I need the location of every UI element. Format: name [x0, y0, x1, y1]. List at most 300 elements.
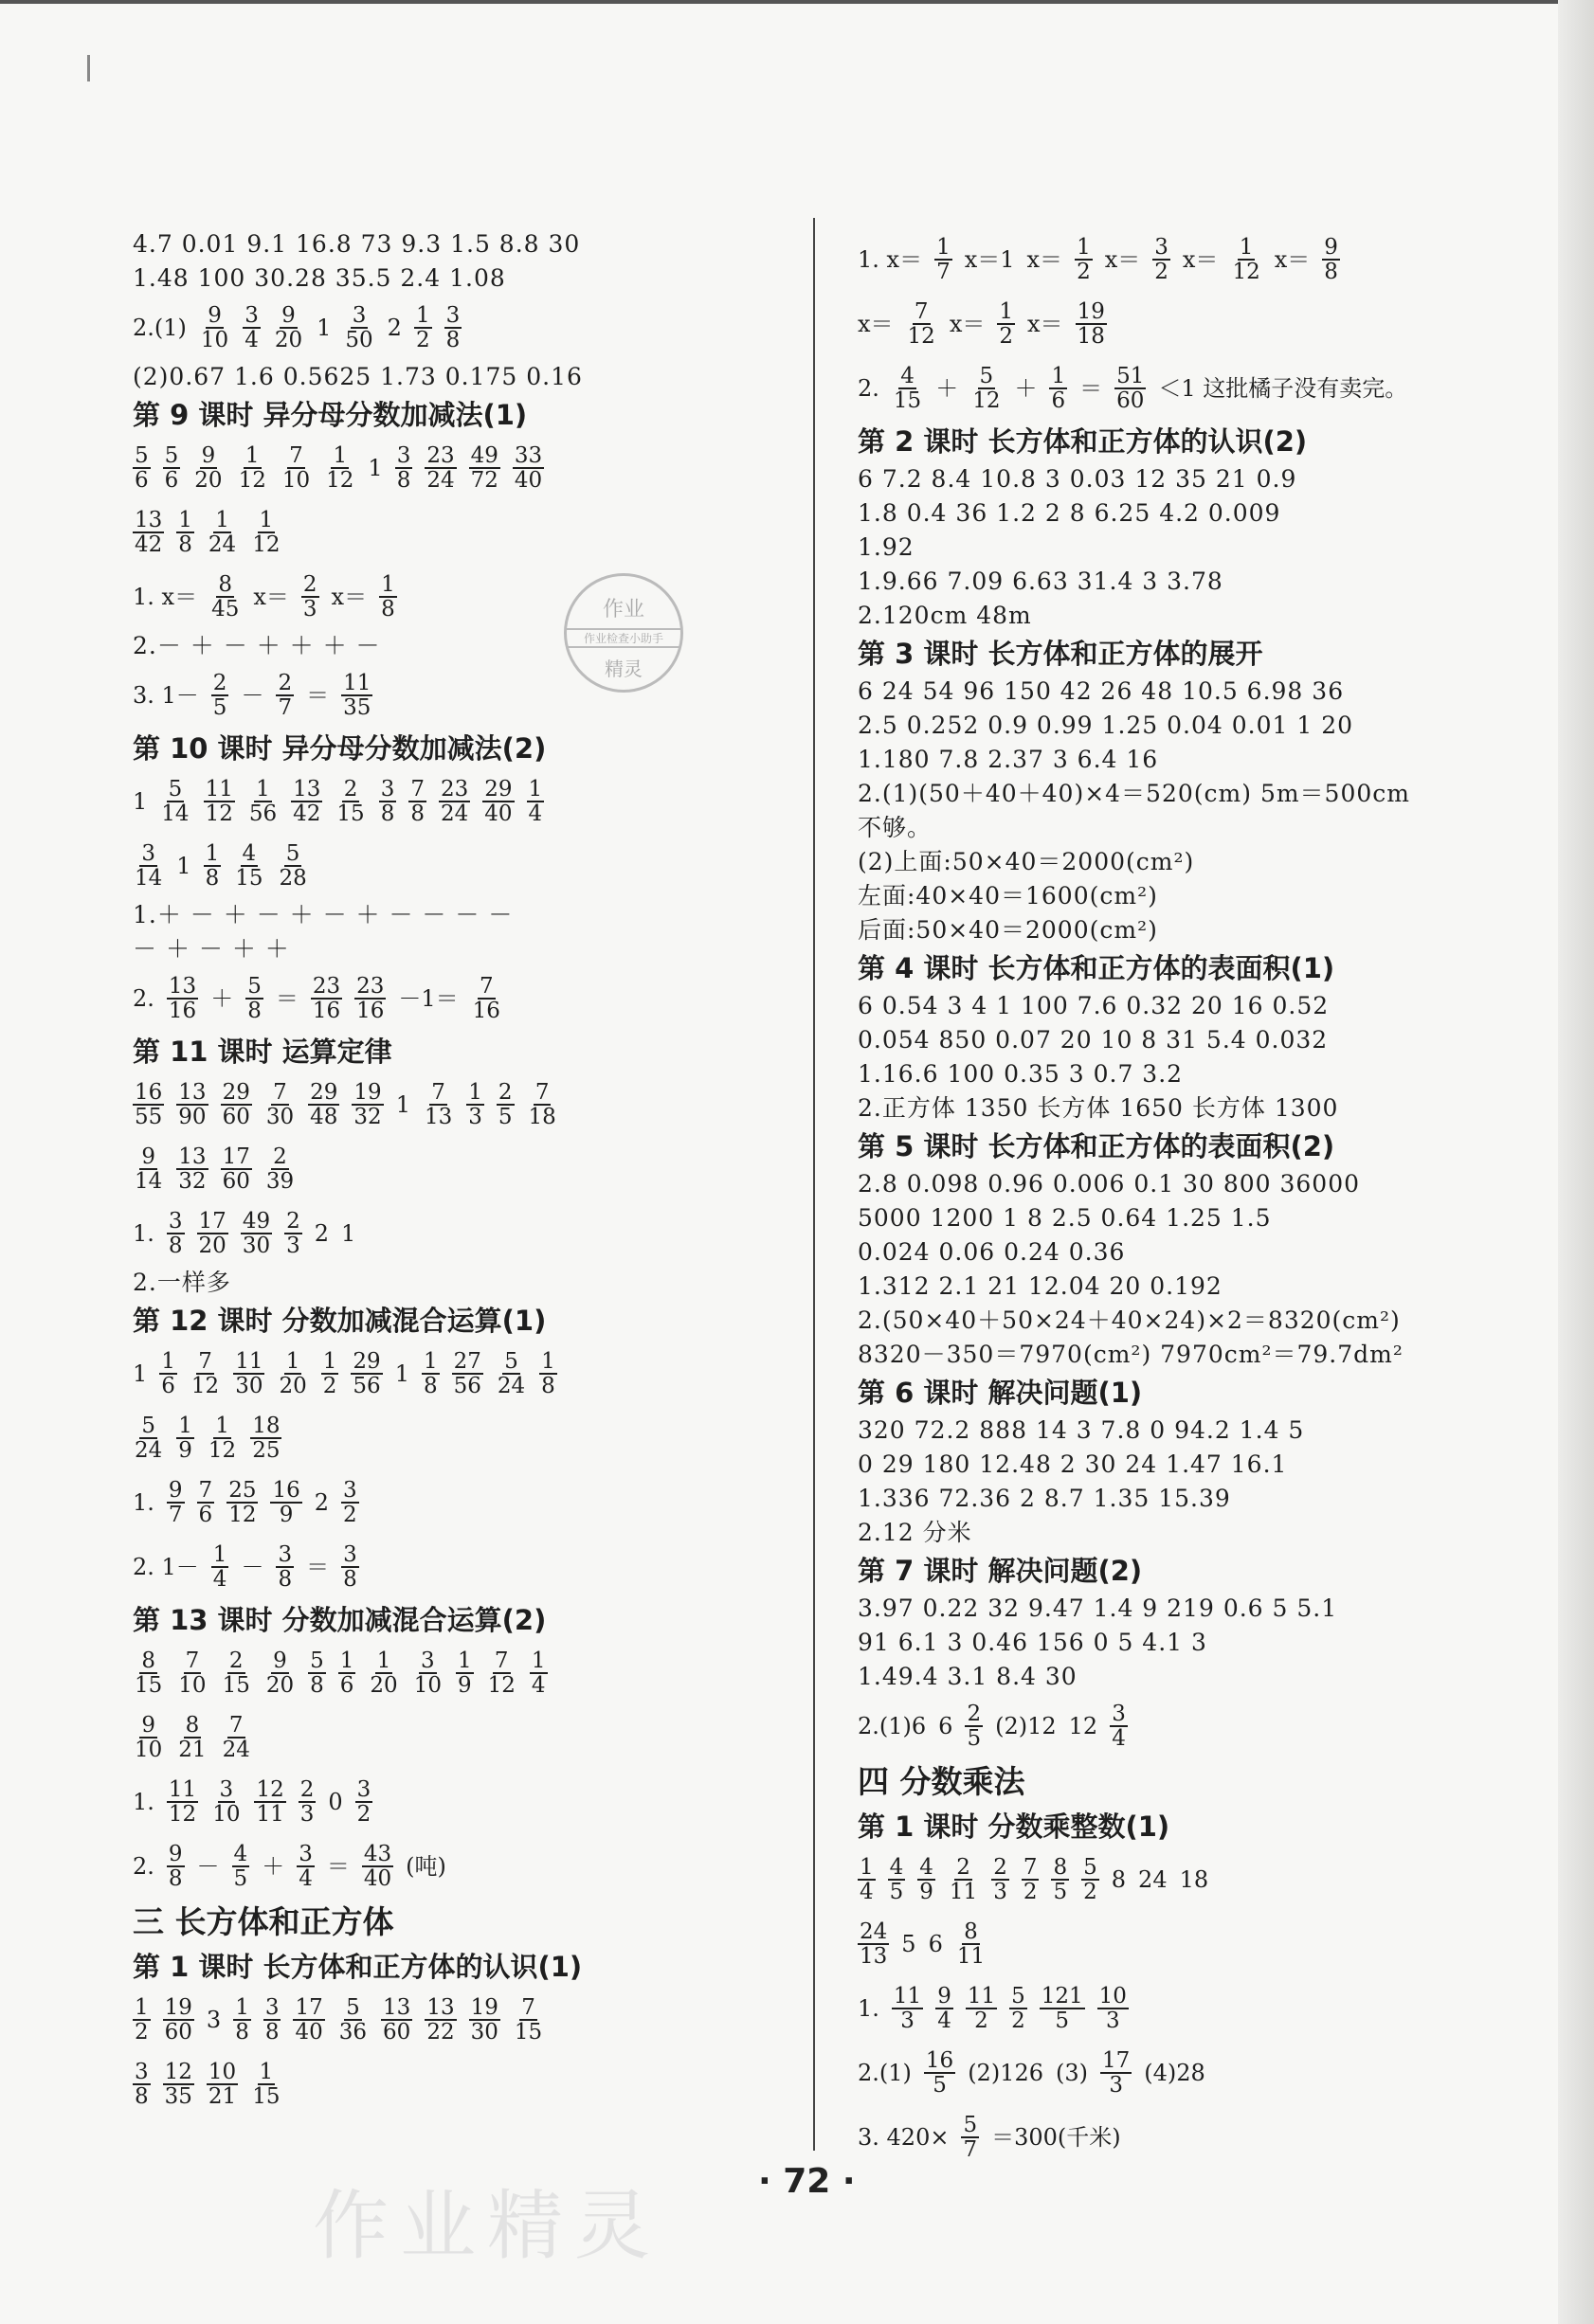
- denominator: 56: [248, 802, 278, 826]
- numerator: 2: [273, 1144, 287, 1169]
- fraction: [354, 975, 386, 1022]
- fraction: [270, 1479, 301, 1526]
- numerator: 23: [426, 442, 455, 468]
- numerator: 5: [310, 1648, 324, 1673]
- fraction: [335, 778, 366, 825]
- denominator: 12: [228, 1503, 257, 1527]
- fraction: [422, 1350, 440, 1397]
- fraction: [207, 509, 238, 556]
- fraction: [209, 573, 241, 621]
- fraction: [293, 1996, 324, 2044]
- fraction-row: [133, 296, 796, 360]
- fraction: [934, 236, 952, 283]
- fraction: [414, 304, 432, 351]
- numerator: 13: [383, 1994, 411, 2020]
- answer-token: ＜1 这批橘子没有卖完。: [1158, 375, 1408, 402]
- numerator: 2: [212, 670, 227, 695]
- denominator: 90: [178, 1105, 207, 1129]
- denominator: 12: [238, 468, 266, 493]
- fraction: [539, 1350, 557, 1397]
- fraction: [176, 1145, 208, 1193]
- answer-token: 1: [317, 315, 332, 341]
- fraction: [159, 1350, 177, 1397]
- denominator: 8: [410, 802, 425, 826]
- numerator: 43: [363, 1841, 392, 1866]
- denominator: 16: [356, 999, 385, 1023]
- denominator: 8: [310, 1673, 324, 1698]
- numerator: 5: [504, 1348, 518, 1374]
- answer-token: x＝: [1027, 311, 1063, 337]
- fraction: [308, 1081, 339, 1128]
- section-heading: 四 分数乘法: [858, 1763, 1025, 1800]
- fraction: [395, 444, 413, 492]
- fraction: [207, 1414, 238, 1462]
- fraction: [425, 444, 456, 492]
- fraction: [243, 304, 261, 351]
- denominator: 48: [310, 1105, 338, 1129]
- numerator: 1: [285, 1348, 300, 1374]
- fraction: [264, 1081, 296, 1128]
- answer-token: (4)28: [1144, 2060, 1205, 2086]
- numerator: 17: [222, 1144, 250, 1169]
- denominator: 3: [286, 1234, 300, 1258]
- fraction-row: [133, 1342, 796, 1406]
- fraction: [207, 2061, 238, 2108]
- fraction: [277, 1350, 308, 1397]
- fraction: [1081, 1856, 1099, 1903]
- fraction: [1075, 236, 1093, 283]
- answer-token: 1: [368, 455, 383, 481]
- numerator: 3: [356, 1776, 371, 1802]
- numerator: 1: [256, 776, 270, 802]
- answer-token: 1: [176, 853, 191, 879]
- denominator: 22: [426, 2020, 455, 2045]
- denominator: 4: [245, 328, 259, 352]
- numerator: 12: [164, 2059, 192, 2084]
- numerator: 19: [470, 1994, 498, 2020]
- answer-token: 2.(1): [133, 315, 187, 341]
- denominator: 10: [135, 1738, 163, 1762]
- numerator: 5: [979, 363, 994, 388]
- section-heading: 第 1 课时 长方体和正方体的认识(1): [133, 1951, 583, 1983]
- numerator: 3: [135, 2059, 149, 2084]
- numerator: 5: [135, 442, 149, 468]
- fraction: [167, 1843, 185, 1890]
- answer-line: 2.(1)(50＋40＋40)×4＝520(cm) 5m＝500cm: [858, 780, 1410, 807]
- fraction: [1097, 1985, 1129, 2032]
- fraction-row: [858, 227, 1521, 292]
- margin-mark: [87, 55, 90, 81]
- fraction: [176, 1649, 208, 1697]
- numerator: 1: [999, 298, 1014, 324]
- denominator: 5: [889, 1880, 904, 1904]
- answer-line: 不够。: [858, 814, 933, 841]
- numerator: 4: [233, 1841, 248, 1866]
- numerator: 7: [198, 1477, 213, 1503]
- fraction-row: [133, 1770, 796, 1834]
- denominator: 56: [353, 1374, 381, 1398]
- answer-token: 2.(1): [858, 2060, 912, 2086]
- numerator: 4: [919, 1854, 933, 1880]
- numerator: 18: [252, 1413, 281, 1438]
- denominator: 3: [1109, 2073, 1123, 2098]
- denominator: 8: [343, 1567, 357, 1592]
- numerator: 1: [376, 1648, 391, 1673]
- answer-token: －: [241, 682, 264, 709]
- fraction: [513, 444, 544, 492]
- numerator: 7: [1023, 1854, 1038, 1880]
- answer-token: 1. x＝: [133, 584, 198, 610]
- answer-line: 0.024 0.06 0.24 0.36: [858, 1238, 1126, 1266]
- numerator: 17: [1102, 2047, 1131, 2073]
- denominator: 40: [363, 1866, 392, 1891]
- answer-line: 1.16.6 100 0.35 3 0.7 3.2: [858, 1060, 1184, 1088]
- fraction-row: [133, 2052, 796, 2117]
- fraction-row: [858, 1694, 1521, 1758]
- numerator: 8: [1053, 1854, 1068, 1880]
- section-heading: 第 3 课时 长方体和正方体的展开: [858, 638, 1263, 670]
- denominator: 24: [440, 802, 469, 826]
- numerator: 29: [222, 1079, 250, 1105]
- fraction: [888, 1856, 906, 1903]
- numerator: 3: [352, 302, 367, 328]
- denominator: 11: [949, 1880, 978, 1904]
- fraction: [133, 1414, 164, 1462]
- answer-line: 1.336 72.36 2 8.7 1.35 15.39: [858, 1485, 1231, 1512]
- answer-token: ＋: [210, 985, 234, 1012]
- section-heading: 第 6 课时 解决问题(1): [858, 1377, 1143, 1409]
- numerator: 13: [178, 1144, 207, 1169]
- fraction: [1114, 365, 1146, 412]
- answer-line: 4.7 0.01 9.1 16.8 73 9.3 1.5 8.8 30: [133, 230, 581, 258]
- numerator: 7: [198, 1348, 212, 1374]
- numerator: 2: [302, 571, 317, 597]
- fraction: [167, 1479, 185, 1526]
- denominator: 24: [222, 1738, 250, 1762]
- numerator: 5: [141, 1413, 155, 1438]
- numerator: 7: [494, 1648, 509, 1673]
- fraction: [133, 1145, 164, 1193]
- fraction: [321, 1350, 339, 1397]
- answer-line: 0.054 850 0.07 20 10 8 31 5.4 0.032: [858, 1026, 1329, 1054]
- denominator: 7: [168, 1503, 183, 1527]
- fraction: [277, 842, 308, 890]
- answer-line: 91 6.1 3 0.46 156 0 5 4.1 3: [858, 1629, 1207, 1656]
- denominator: 16: [168, 999, 197, 1023]
- answer-token: x＝: [1182, 246, 1219, 273]
- denominator: 20: [370, 1673, 398, 1698]
- answer-token: ＝300(千米): [991, 2124, 1121, 2151]
- numerator: 1: [259, 507, 274, 532]
- answer-token: 1.: [133, 1220, 154, 1247]
- answer-token: x＝: [1104, 246, 1141, 273]
- numerator: 16: [272, 1477, 300, 1503]
- numerator: 29: [310, 1079, 338, 1105]
- fraction: [211, 1543, 229, 1591]
- denominator: 15: [222, 1673, 250, 1698]
- fraction: [965, 1702, 983, 1750]
- denominator: 3: [468, 1105, 482, 1129]
- fraction: [338, 1649, 356, 1697]
- page-number: · 72 ·: [758, 2162, 856, 2201]
- answer-column-left: [133, 227, 796, 2117]
- fraction: [997, 300, 1015, 348]
- denominator: 8: [168, 1866, 183, 1891]
- fraction: [163, 444, 181, 492]
- denominator: 4: [860, 1880, 874, 1904]
- fraction: [858, 1920, 889, 1968]
- answer-token: 1.: [133, 1789, 154, 1815]
- numerator: 5: [1011, 1983, 1025, 2009]
- fraction: [482, 778, 514, 825]
- fraction: [221, 1649, 252, 1697]
- fraction: [221, 1081, 252, 1128]
- numerator: 1: [381, 571, 395, 597]
- denominator: 55: [135, 1105, 163, 1129]
- answer-line: 1.312 2.1 21 12.04 20 0.192: [858, 1272, 1223, 1300]
- fraction: [466, 1081, 484, 1128]
- fraction-row: [133, 1406, 796, 1470]
- denominator: 24: [426, 468, 455, 493]
- numerator: 49: [470, 442, 498, 468]
- numerator: 33: [514, 442, 543, 468]
- denominator: 8: [168, 1234, 183, 1258]
- denominator: 12: [205, 802, 233, 826]
- answer-token: ＋: [935, 375, 959, 402]
- answer-token: x＝: [1274, 246, 1311, 273]
- denominator: 8: [1324, 260, 1338, 284]
- denominator: 12: [190, 1374, 220, 1398]
- fraction-row: [133, 565, 796, 629]
- numerator: 29: [353, 1348, 381, 1374]
- fraction: [1100, 2049, 1132, 2097]
- numerator: 1: [468, 1079, 482, 1105]
- fraction: [264, 1649, 296, 1697]
- fraction: [1049, 365, 1067, 412]
- fraction: [497, 1081, 515, 1128]
- fraction: [204, 778, 235, 825]
- numerator: 17: [295, 1994, 323, 2020]
- numerator: 9: [168, 1841, 183, 1866]
- denominator: 14: [161, 802, 190, 826]
- answer-token: 2.: [858, 375, 879, 402]
- fraction: [133, 1996, 151, 2044]
- denominator: 16: [472, 999, 500, 1023]
- answer-token: x＝: [858, 311, 894, 337]
- answer-token: 2: [387, 315, 402, 341]
- fraction: [133, 509, 164, 556]
- denominator: 5: [933, 2073, 947, 2098]
- numerator: 1: [457, 1648, 472, 1673]
- denominator: 36: [338, 2020, 368, 2045]
- denominator: 2: [415, 328, 430, 352]
- denominator: 21: [208, 2084, 237, 2109]
- numerator: 7: [289, 442, 303, 468]
- fraction: [456, 1649, 474, 1697]
- numerator: 3: [1154, 234, 1168, 260]
- denominator: 60: [222, 1169, 250, 1194]
- fraction-row: [858, 1976, 1521, 2041]
- fraction: [273, 304, 304, 351]
- fraction: [1110, 1702, 1128, 1750]
- answer-token: 1: [394, 1360, 409, 1387]
- answer-token: ＋: [1014, 375, 1038, 402]
- numerator: 7: [410, 776, 425, 802]
- denominator: 9: [919, 1880, 933, 1904]
- fraction: [471, 975, 502, 1022]
- fraction: [513, 1996, 544, 2044]
- fraction-row: [133, 1641, 796, 1705]
- numerator: 1: [423, 1348, 438, 1374]
- answer-line: 2.－ ＋ － ＋ ＋ ＋ －: [133, 632, 381, 659]
- denominator: 35: [343, 695, 371, 720]
- numerator: 13: [293, 776, 321, 802]
- answer-line: 2.8 0.098 0.96 0.006 0.1 30 800 36000: [858, 1170, 1361, 1198]
- denominator: 14: [135, 866, 163, 891]
- numerator: 3: [343, 1477, 357, 1503]
- numerator: 2: [993, 1854, 1007, 1880]
- numerator: 3: [245, 302, 259, 328]
- numerator: 10: [1098, 1983, 1127, 2009]
- denominator: 8: [445, 328, 461, 352]
- answer-line: (2)上面:50×40＝2000(cm²): [858, 848, 1195, 875]
- denominator: 15: [252, 2084, 281, 2109]
- denominator: 9: [178, 1438, 192, 1463]
- denominator: 3: [299, 1802, 315, 1827]
- fraction-row: [133, 1834, 796, 1899]
- answer-token: 6: [938, 1713, 953, 1739]
- denominator: 2: [1023, 1880, 1038, 1904]
- fraction: [1076, 300, 1107, 348]
- fraction: [176, 1081, 208, 1128]
- fraction: [233, 1350, 264, 1397]
- fraction: [496, 1350, 527, 1397]
- numerator: 1: [178, 1413, 192, 1438]
- denominator: 8: [380, 802, 395, 826]
- numerator: 1: [1239, 234, 1254, 260]
- denominator: 8: [247, 999, 262, 1023]
- answer-token: ＝: [326, 1853, 350, 1880]
- numerator: 13: [168, 973, 197, 999]
- denominator: 5: [212, 695, 227, 720]
- answer-token: 1. x＝: [858, 246, 923, 273]
- numerator: 5: [168, 776, 183, 802]
- fraction: [527, 778, 545, 825]
- denominator: 15: [514, 2020, 543, 2045]
- fraction: [221, 1145, 252, 1193]
- fraction: [176, 509, 194, 556]
- denominator: 9: [457, 1673, 472, 1698]
- numerator: 4: [889, 1854, 904, 1880]
- section-heading: 第 5 课时 长方体和正方体的表面积(2): [858, 1130, 1335, 1162]
- numerator: 3: [168, 1208, 183, 1234]
- denominator: 24: [135, 1438, 163, 1463]
- denominator: 6: [339, 1673, 354, 1698]
- fraction: [167, 975, 198, 1022]
- fraction: [204, 842, 222, 890]
- stamp-top: 作业: [602, 598, 644, 622]
- denominator: 18: [1077, 324, 1105, 349]
- fraction: [233, 1996, 251, 2044]
- denominator: 2: [1011, 2009, 1025, 2033]
- fraction: [425, 1996, 456, 2044]
- fraction: [276, 672, 294, 719]
- answer-token: －: [241, 1554, 264, 1580]
- numerator: 5: [285, 840, 300, 866]
- fraction: [167, 1210, 185, 1257]
- denominator: 40: [295, 2020, 323, 2045]
- denominator: 32: [353, 1105, 382, 1129]
- denominator: 12: [972, 388, 1001, 413]
- denominator: 5: [1053, 1880, 1068, 1904]
- numerator: 2: [228, 1648, 244, 1673]
- numerator: 8: [185, 1712, 200, 1738]
- denominator: 15: [336, 802, 365, 826]
- answer-token: 2. 1－: [133, 1554, 199, 1580]
- denominator: 40: [484, 802, 513, 826]
- numerator: 3: [380, 776, 395, 802]
- denominator: 12: [487, 1673, 516, 1698]
- answer-line: 2.一样多: [133, 1269, 231, 1296]
- fraction-row: [133, 1705, 796, 1770]
- numerator: 13: [178, 1079, 207, 1105]
- numerator: 5: [164, 442, 179, 468]
- fraction: [233, 842, 264, 890]
- numerator: 9: [201, 442, 216, 468]
- numerator: 7: [914, 298, 929, 324]
- answer-token: x＝1: [964, 246, 1015, 273]
- fraction: [412, 1649, 444, 1697]
- answer-token: (吨): [406, 1853, 446, 1880]
- numerator: 49: [242, 1208, 271, 1234]
- fraction: [311, 975, 342, 1022]
- denominator: 3: [900, 2009, 915, 2033]
- numerator: 3: [219, 1776, 234, 1802]
- numerator: 3: [278, 1541, 293, 1567]
- fraction: [211, 672, 229, 719]
- numerator: 5: [1083, 1854, 1097, 1880]
- answer-line: 2.12 分米: [858, 1519, 972, 1546]
- answer-line: (2)0.67 1.6 0.5625 1.73 0.175 0.16: [133, 363, 583, 390]
- denominator: 4: [299, 1866, 313, 1891]
- section-heading: 第 1 课时 分数乘整数(1): [858, 1811, 1170, 1843]
- numerator: 1: [259, 2059, 274, 2084]
- denominator: 35: [164, 2084, 192, 2109]
- numerator: 19: [164, 1994, 192, 2020]
- answer-line: － ＋ － ＋ ＋: [133, 935, 290, 963]
- fraction: [241, 1210, 272, 1257]
- numerator: 7: [185, 1648, 200, 1673]
- answer-token: 1.: [133, 1489, 154, 1516]
- numerator: 9: [281, 302, 296, 328]
- answer-token: x＝: [331, 584, 368, 610]
- denominator: 10: [212, 1802, 241, 1827]
- numerator: 5: [963, 2112, 978, 2137]
- fraction: [250, 509, 281, 556]
- denominator: 8: [178, 532, 192, 557]
- fraction-row: [133, 966, 796, 1031]
- fraction: [176, 1714, 208, 1761]
- fraction: [133, 1081, 164, 1128]
- numerator: 9: [937, 1983, 951, 2009]
- numerator: 3: [1112, 1701, 1126, 1726]
- denominator: 2: [999, 324, 1014, 349]
- fraction-row: [133, 1137, 796, 1201]
- denominator: 3: [993, 1880, 1007, 1904]
- numerator: 1: [936, 234, 951, 260]
- denominator: 60: [164, 2020, 192, 2045]
- numerator: 11: [168, 1776, 197, 1802]
